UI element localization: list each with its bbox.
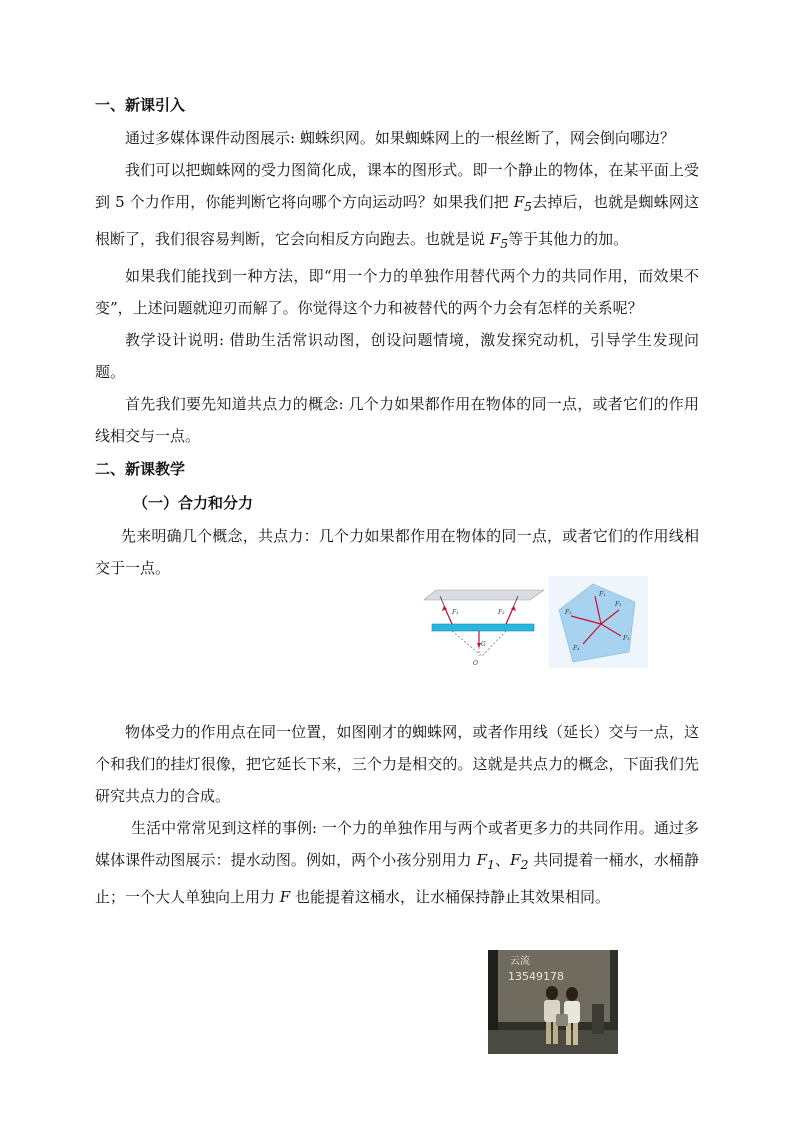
paragraph: 通过多媒体课件动图展示: 蜘蛛织网。如果蜘蛛网上的一根丝断了，网会倒向哪边？ — [125, 129, 675, 147]
f1-label: F₁ — [452, 609, 459, 616]
web-force-label: F₅ — [565, 609, 572, 616]
ceiling-plane — [424, 590, 544, 600]
web-force-label: F₃ — [623, 635, 630, 642]
wall-graffiti: 云流 — [510, 956, 530, 967]
paragraph: 先来明确几个概念，共点力：几个力如果都作用在物体的同一点，或者它们的作用线相交于一点。 — [95, 527, 699, 577]
child-head — [546, 986, 558, 1000]
subsection-heading: （一）合力和分力 — [133, 494, 254, 512]
hanging-lamp-figure — [422, 586, 544, 668]
photo-illustration — [488, 950, 618, 1054]
hanging-plate — [432, 624, 534, 631]
o-label: O — [473, 660, 478, 667]
spider-web-force-figure — [549, 576, 648, 668]
water-carrying-photo — [488, 950, 618, 1054]
paragraph: 生活中常常见到这样的事例: 一个力的单独作用与两个或者更多力的共同作用。通过多媒体课件动图展示：提水动图。例如，两个小孩分别用力 $F_1$、$F_2$ 共同提着一桶水，水桶静止；一个大人单独向上用力 F 也能提着这桶水，让水桶保持静止其效果相同。 — [95, 819, 699, 906]
g-label: G — [481, 641, 486, 648]
web-force-label: F₁ — [599, 591, 606, 598]
section-heading-teaching: 二、新课教学 — [95, 460, 186, 478]
paragraph: 教学设计说明: 借助生活常识动图，创设问题情境，激发探究动机，引导学生发现问题。 — [95, 331, 699, 381]
child-head — [566, 987, 578, 1001]
paragraph: 物体受力的作用点在同一位置，如图刚才的蜘蛛网，或者作用线（延长）交与一点，这个和我们的挂灯很像，把它延长下来，三个力是相交的。这就是共点力的概念，下面我们先研究共点力的合成。 — [95, 723, 699, 805]
web-force-label: F₂ — [615, 601, 622, 608]
wall-graffiti: 13549178 — [508, 970, 564, 983]
document-body — [95, 88, 699, 913]
web-force-label: F₄ — [573, 645, 580, 652]
paragraph: 我们可以把蜘蛛网的受力图简化成，课本的图形式。即一个静止的物体，在某平面上受到 5 个力作用，你能判断它将向哪个方向运动吗？如果我们把 $F_5$去掉后，也就是蜘蛛网这根断了，我们很容易判断，它会向相反方向跑去。也就是说 $F_5$等于其他力的加。 — [95, 161, 699, 251]
paragraph: 首先我们要先知道共点力的概念: 几个力如果都作用在物体的同一点，或者它们的作用线相交与一点。 — [95, 395, 699, 445]
section-heading-intro: 一、新课引入 — [95, 96, 186, 114]
paragraph: 如果我们能找到一种方法，即“用一个力的单独作用替代两个力的共同作用，而效果不变”，上述问题就迎刃而解了。你觉得这个力和被替代的两个力会有怎样的关系呢？ — [95, 267, 699, 317]
f2-label: F₂ — [498, 609, 505, 616]
water-bucket — [556, 1014, 568, 1026]
figure-row — [422, 576, 648, 668]
